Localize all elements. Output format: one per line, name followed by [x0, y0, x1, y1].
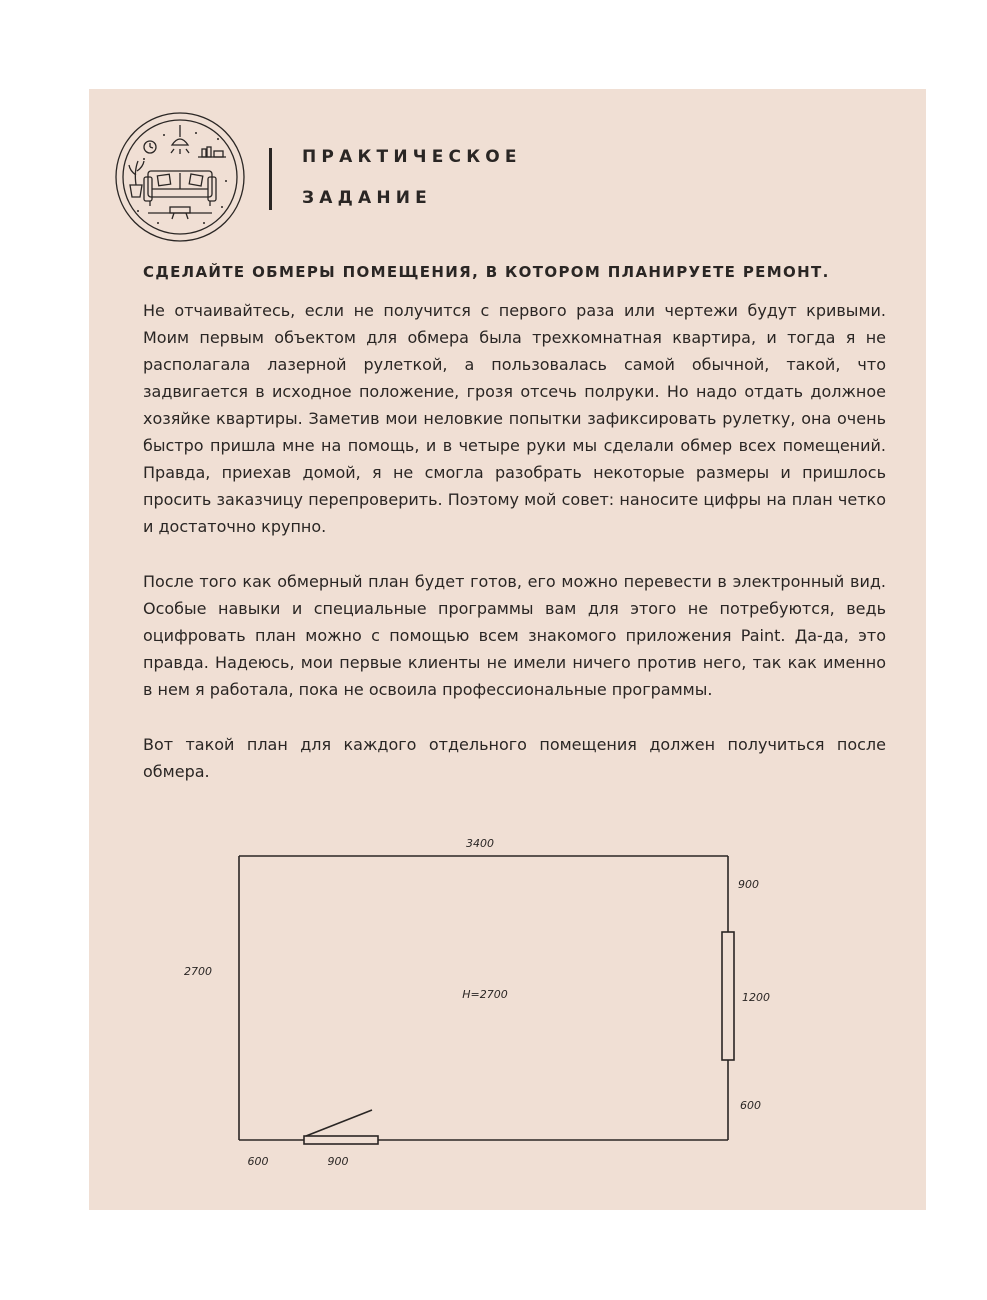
dim-bottom-segment-left: 600 [247, 1155, 269, 1168]
dim-bottom-door: 900 [327, 1155, 349, 1168]
dim-left-height: 2700 [184, 965, 212, 978]
dim-right-segment-bottom: 600 [740, 1099, 761, 1112]
window [722, 932, 734, 1060]
task-heading: СДЕЛАЙТЕ ОБМЕРЫ ПОМЕЩЕНИЯ, В КОТОРОМ ПЛАНИРУЕТЕ РЕМОНТ. [143, 263, 830, 281]
door-leaf [306, 1110, 372, 1136]
paragraph-1: Не отчаивайтесь, если не получится с первого раза или чертежи будут кривыми. Моим первым объектом для обмера была трехкомнатная квартира, и тогда я не располагала лазерной рулеткой, а пользовалась самой обычной, такой, что задвигается в исходное положение, грозя отсечь полруки. Но надо отдать должное хозяйке квартиры. Заметив мои неловкие попытки зафиксировать рулетку, она очень быстро пришла мне на помощь, и в четыре руки мы сделали обмер всех помещений. Правда, приехав домой, я не смогла разобрать некоторые размеры и пришлось просить заказчицу перепроверить. Поэтому мой совет: наносите цифры на план четко и достаточно крупно. [143, 301, 886, 536]
dim-right-window: 1200 [742, 991, 770, 1004]
dim-right-segment-top: 900 [738, 878, 759, 891]
dim-ceiling-height: H=2700 [462, 988, 508, 1001]
section-title-line-2: ЗАДАНИЕ [302, 188, 432, 208]
living-room-emblem-icon [114, 111, 246, 243]
room-floor-plan [160, 820, 800, 1180]
paragraph-2: После того как обмерный план будет готов, его можно перевести в электронный вид. Особые навыки и специальные программы вам для этого не потребуются, ведь оцифровать план можно с помощью всем знакомого приложения Paint. Да-да, это правда. Надеюсь, мои первые клиенты не имели ничего против него, так как именно в нем я работала, пока не освоила профессиональные программы. [143, 572, 886, 699]
paragraph-3: Вот такой план для каждого отдельного помещения должен получиться после обмера. [143, 735, 886, 781]
header-divider [269, 148, 272, 210]
section-title-line-1: ПРАКТИЧЕСКОЕ [302, 147, 522, 167]
dim-top-width: 3400 [466, 837, 494, 850]
door-frame [304, 1136, 378, 1144]
